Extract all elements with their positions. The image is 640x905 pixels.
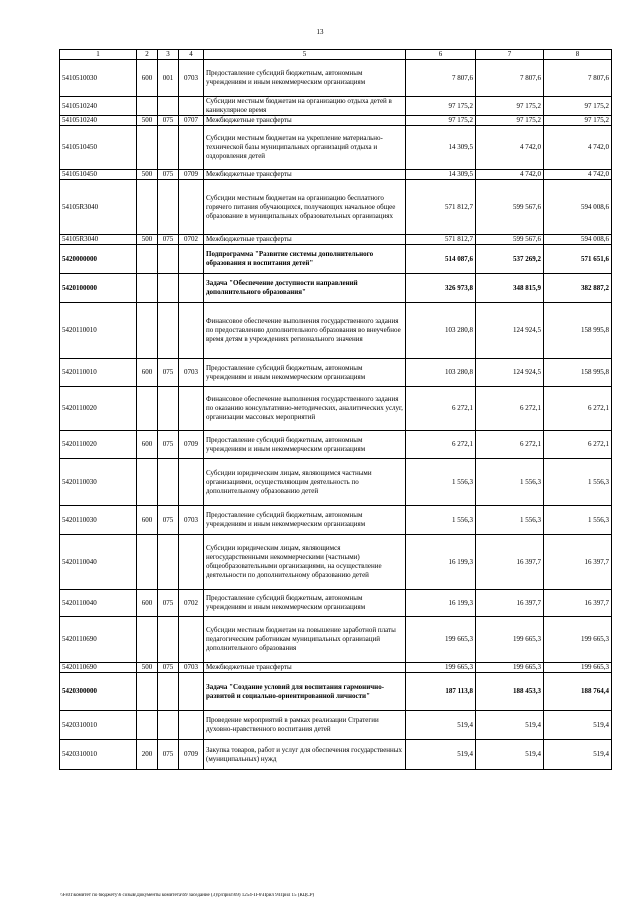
- table-row: [60, 235, 612, 245]
- kcsr-code-cell: 5410510240: [60, 97, 137, 116]
- item-name-cell: Предоставление субсидий бюджетным, автономным учреждениям и иным некоммерческим организациям: [204, 60, 406, 97]
- header-cell: 6: [406, 50, 476, 60]
- kcsr-code-cell: 54105R3040: [60, 180, 137, 235]
- amount-year2-cell: 1 556,3: [476, 506, 544, 535]
- amount-year3-cell: 519,4: [544, 740, 612, 770]
- section-code-cell: 0709: [179, 170, 204, 180]
- kcsr-code-cell: 5420100000: [60, 274, 137, 303]
- section-code-cell: 0703: [179, 359, 204, 387]
- table-row: [60, 387, 612, 431]
- grbs-code-cell: 075: [158, 116, 179, 126]
- kvr-code-cell: [137, 245, 158, 274]
- grbs-code-cell: 075: [158, 431, 179, 459]
- table-row: [60, 97, 612, 116]
- table-row: [60, 126, 612, 170]
- amount-year3-cell: 571 651,6: [544, 245, 612, 274]
- amount-year2-cell: 16 397,7: [476, 590, 544, 617]
- amount-year2-cell: 7 807,6: [476, 60, 544, 97]
- amount-year1-cell: 326 973,8: [406, 274, 476, 303]
- amount-year2-cell: 188 453,3: [476, 673, 544, 711]
- kvr-code-cell: [137, 126, 158, 170]
- amount-year3-cell: 188 764,4: [544, 673, 612, 711]
- table-row: [60, 673, 612, 711]
- kvr-code-cell: 500: [137, 170, 158, 180]
- amount-year3-cell: 4 742,0: [544, 170, 612, 180]
- kvr-code-cell: 600: [137, 431, 158, 459]
- section-code-cell: [179, 180, 204, 235]
- kvr-code-cell: [137, 535, 158, 590]
- item-name-cell: Предоставление субсидий бюджетным, автономным учреждениям и иным некоммерческим организациям: [204, 506, 406, 535]
- table-row: [60, 535, 612, 590]
- amount-year1-cell: 1 556,3: [406, 459, 476, 506]
- amount-year3-cell: 6 272,1: [544, 431, 612, 459]
- kvr-code-cell: 500: [137, 235, 158, 245]
- section-code-cell: [179, 274, 204, 303]
- section-code-cell: [179, 711, 204, 740]
- amount-year1-cell: 199 665,3: [406, 663, 476, 673]
- kcsr-code-cell: 5410510030: [60, 60, 137, 97]
- section-code-cell: [179, 303, 204, 359]
- kvr-code-cell: 600: [137, 590, 158, 617]
- grbs-code-cell: 001: [158, 60, 179, 97]
- header-cell: 3: [158, 50, 179, 60]
- table-row: [60, 617, 612, 663]
- amount-year1-cell: 519,4: [406, 740, 476, 770]
- amount-year3-cell: 97 175,2: [544, 97, 612, 116]
- item-name-cell: Субсидии юридическим лицам, являющимся негосударственными некоммерческими (частными) общеобразовательными организациями, на осуществление деятельности по дополнительному образованию детей: [204, 535, 406, 590]
- amount-year1-cell: 199 665,3: [406, 617, 476, 663]
- amount-year2-cell: 4 742,0: [476, 126, 544, 170]
- section-code-cell: [179, 617, 204, 663]
- amount-year3-cell: 16 397,7: [544, 590, 612, 617]
- table-row: [60, 359, 612, 387]
- page-number: 13: [316, 28, 324, 36]
- kvr-code-cell: [137, 673, 158, 711]
- kvr-code-cell: [137, 97, 158, 116]
- amount-year2-cell: 599 567,6: [476, 235, 544, 245]
- grbs-code-cell: [158, 180, 179, 235]
- section-code-cell: 0703: [179, 506, 204, 535]
- amount-year3-cell: 16 397,7: [544, 535, 612, 590]
- amount-year3-cell: 158 995,8: [544, 359, 612, 387]
- item-name-cell: Предоставление субсидий бюджетным, автономным учреждениям и иным некоммерческим организациям: [204, 590, 406, 617]
- grbs-code-cell: [158, 97, 179, 116]
- amount-year1-cell: 187 113,8: [406, 673, 476, 711]
- amount-year3-cell: 382 887,2: [544, 274, 612, 303]
- kcsr-code-cell: 5420110010: [60, 359, 137, 387]
- header-cell: 2: [137, 50, 158, 60]
- section-code-cell: 0707: [179, 116, 204, 126]
- kvr-code-cell: 200: [137, 740, 158, 770]
- kcsr-code-cell: 5420310010: [60, 740, 137, 770]
- item-name-cell: Задача "Создание условий для воспитания гармонично-развитой и социально-ориентированной личности": [204, 673, 406, 711]
- kcsr-code-cell: 5420110690: [60, 663, 137, 673]
- amount-year1-cell: 103 280,8: [406, 303, 476, 359]
- item-name-cell: Проведение мероприятий в рамках реализации Стратегии духовно-нравственного воспитания детей: [204, 711, 406, 740]
- table-row: [60, 506, 612, 535]
- kvr-code-cell: [137, 711, 158, 740]
- amount-year1-cell: 14 309,5: [406, 170, 476, 180]
- kvr-code-cell: [137, 180, 158, 235]
- kcsr-code-cell: 5420000000: [60, 245, 137, 274]
- table-row: [60, 303, 612, 359]
- grbs-code-cell: [158, 126, 179, 170]
- amount-year1-cell: 519,4: [406, 711, 476, 740]
- amount-year1-cell: 571 812,7: [406, 235, 476, 245]
- amount-year2-cell: 519,4: [476, 711, 544, 740]
- kcsr-code-cell: 5420110030: [60, 506, 137, 535]
- table-row: [60, 274, 612, 303]
- grbs-code-cell: 075: [158, 663, 179, 673]
- header-cell: 4: [179, 50, 204, 60]
- item-name-cell: Предоставление субсидий бюджетным, автономным учреждениям и иным некоммерческим организациям: [204, 359, 406, 387]
- item-name-cell: Финансовое обеспечение выполнения государственного задания по оказанию консультативно-методических, аналитических услуг, организации массовых мероприятий: [204, 387, 406, 431]
- amount-year1-cell: 103 280,8: [406, 359, 476, 387]
- table-row: [60, 116, 612, 126]
- amount-year2-cell: 124 924,5: [476, 359, 544, 387]
- section-code-cell: [179, 126, 204, 170]
- amount-year1-cell: 14 309,5: [406, 126, 476, 170]
- amount-year2-cell: 199 665,3: [476, 617, 544, 663]
- kcsr-code-cell: 5420110040: [60, 590, 137, 617]
- grbs-code-cell: [158, 459, 179, 506]
- amount-year1-cell: 16 199,3: [406, 590, 476, 617]
- table-row: [60, 740, 612, 770]
- amount-year1-cell: 1 556,3: [406, 506, 476, 535]
- table-row: [60, 459, 612, 506]
- kvr-code-cell: [137, 387, 158, 431]
- kcsr-code-cell: 5420310010: [60, 711, 137, 740]
- grbs-code-cell: 075: [158, 590, 179, 617]
- kcsr-code-cell: 5420110020: [60, 431, 137, 459]
- section-code-cell: [179, 535, 204, 590]
- table-row: [60, 663, 612, 673]
- kvr-code-cell: [137, 274, 158, 303]
- amount-year3-cell: 1 556,3: [544, 459, 612, 506]
- item-name-cell: Закупка товаров, работ и услуг для обеспечения государственных (муниципальных) нужд: [204, 740, 406, 770]
- amount-year2-cell: 4 742,0: [476, 170, 544, 180]
- kcsr-code-cell: 5420110020: [60, 387, 137, 431]
- file-path-footer: \\Fs01\комитет по бюджету\6 созыв\Документы комитета\69 заседание (3)\р\прил\69) 1254-П-6\Прил 9\Прил 15 (КЦСР): [60, 893, 315, 898]
- amount-year2-cell: 348 815,9: [476, 274, 544, 303]
- amount-year2-cell: 6 272,1: [476, 431, 544, 459]
- kcsr-code-cell: 5410510240: [60, 116, 137, 126]
- amount-year1-cell: 97 175,2: [406, 116, 476, 126]
- grbs-code-cell: 075: [158, 359, 179, 387]
- amount-year2-cell: 97 175,2: [476, 97, 544, 116]
- amount-year2-cell: 6 272,1: [476, 387, 544, 431]
- kvr-code-cell: 600: [137, 506, 158, 535]
- amount-year1-cell: 97 175,2: [406, 97, 476, 116]
- header-cell: 5: [204, 50, 406, 60]
- kcsr-code-cell: 54105R3040: [60, 235, 137, 245]
- amount-year2-cell: 97 175,2: [476, 116, 544, 126]
- section-code-cell: [179, 97, 204, 116]
- table-row: [60, 180, 612, 235]
- table-row: [60, 170, 612, 180]
- item-name-cell: Предоставление субсидий бюджетным, автономным учреждениям и иным некоммерческим организациям: [204, 431, 406, 459]
- kcsr-code-cell: 5420110040: [60, 535, 137, 590]
- item-name-cell: Межбюджетные трансферты: [204, 116, 406, 126]
- section-code-cell: [179, 245, 204, 274]
- item-name-cell: Межбюджетные трансферты: [204, 170, 406, 180]
- header-cell: 1: [60, 50, 137, 60]
- item-name-cell: Субсидии местным бюджетам на повышение заработной платы педагогическим работникам муниципальных организаций дополнительного образования: [204, 617, 406, 663]
- amount-year3-cell: 4 742,0: [544, 126, 612, 170]
- amount-year3-cell: 158 995,8: [544, 303, 612, 359]
- grbs-code-cell: [158, 673, 179, 711]
- amount-year2-cell: 16 397,7: [476, 535, 544, 590]
- kcsr-code-cell: 5420110690: [60, 617, 137, 663]
- amount-year3-cell: 1 556,3: [544, 506, 612, 535]
- header-cell: 8: [544, 50, 612, 60]
- item-name-cell: Субсидии юридическим лицам, являющимся частными организациями, осуществляющим деятельность по дополнительному образованию детей: [204, 459, 406, 506]
- section-code-cell: 0702: [179, 590, 204, 617]
- item-name-cell: Субсидии местным бюджетам на укрепление материально-технической базы муниципальных организаций отдыха и оздоровления детей: [204, 126, 406, 170]
- budget-table: [59, 49, 612, 770]
- amount-year1-cell: 6 272,1: [406, 431, 476, 459]
- amount-year2-cell: 537 269,2: [476, 245, 544, 274]
- section-code-cell: 0703: [179, 60, 204, 97]
- amount-year3-cell: 7 807,6: [544, 60, 612, 97]
- amount-year3-cell: 594 008,6: [544, 235, 612, 245]
- kvr-code-cell: 500: [137, 663, 158, 673]
- grbs-code-cell: 075: [158, 740, 179, 770]
- amount-year1-cell: 514 087,6: [406, 245, 476, 274]
- amount-year1-cell: 7 807,6: [406, 60, 476, 97]
- kvr-code-cell: 600: [137, 60, 158, 97]
- grbs-code-cell: [158, 245, 179, 274]
- kvr-code-cell: [137, 459, 158, 506]
- grbs-code-cell: [158, 711, 179, 740]
- grbs-code-cell: [158, 303, 179, 359]
- table-row: [60, 711, 612, 740]
- amount-year3-cell: 519,4: [544, 711, 612, 740]
- section-code-cell: 0703: [179, 663, 204, 673]
- amount-year2-cell: 599 567,6: [476, 180, 544, 235]
- amount-year1-cell: 6 272,1: [406, 387, 476, 431]
- kcsr-code-cell: 5420110010: [60, 303, 137, 359]
- item-name-cell: Субсидии местным бюджетам на организацию отдыха детей в каникулярное время: [204, 97, 406, 116]
- amount-year3-cell: 6 272,1: [544, 387, 612, 431]
- amount-year1-cell: 571 812,7: [406, 180, 476, 235]
- item-name-cell: Межбюджетные трансферты: [204, 235, 406, 245]
- kcsr-code-cell: 5410510450: [60, 170, 137, 180]
- grbs-code-cell: [158, 617, 179, 663]
- amount-year3-cell: 97 175,2: [544, 116, 612, 126]
- item-name-cell: Подпрограмма "Развитие системы дополнительного образования и воспитания детей": [204, 245, 406, 274]
- amount-year2-cell: 124 924,5: [476, 303, 544, 359]
- section-code-cell: 0709: [179, 431, 204, 459]
- item-name-cell: Финансовое обеспечение выполнения государственного задания по предоставлению дополнительного образования во внеучебное время детям в учреждениях регионального значения: [204, 303, 406, 359]
- amount-year3-cell: 199 665,3: [544, 617, 612, 663]
- amount-year3-cell: 199 665,3: [544, 663, 612, 673]
- item-name-cell: Задача "Обеспечение доступности направлений дополнительного образования": [204, 274, 406, 303]
- table-row: [60, 590, 612, 617]
- kcsr-code-cell: 5420110030: [60, 459, 137, 506]
- header-cell: 7: [476, 50, 544, 60]
- table-row: [60, 245, 612, 274]
- kcsr-code-cell: 5410510450: [60, 126, 137, 170]
- grbs-code-cell: [158, 535, 179, 590]
- section-code-cell: [179, 387, 204, 431]
- kvr-code-cell: 500: [137, 116, 158, 126]
- section-code-cell: [179, 459, 204, 506]
- column-number-row: [60, 50, 612, 60]
- kvr-code-cell: [137, 303, 158, 359]
- kvr-code-cell: [137, 617, 158, 663]
- grbs-code-cell: 075: [158, 170, 179, 180]
- section-code-cell: [179, 673, 204, 711]
- item-name-cell: Субсидии местным бюджетам на организацию бесплатного горячего питания обучающихся, получающих начальное общее образование в муниципальных образовательных организациях: [204, 180, 406, 235]
- grbs-code-cell: 075: [158, 235, 179, 245]
- grbs-code-cell: [158, 274, 179, 303]
- grbs-code-cell: [158, 387, 179, 431]
- amount-year3-cell: 594 008,6: [544, 180, 612, 235]
- grbs-code-cell: 075: [158, 506, 179, 535]
- table-row: [60, 431, 612, 459]
- kvr-code-cell: 600: [137, 359, 158, 387]
- kcsr-code-cell: 5420300000: [60, 673, 137, 711]
- table-row: [60, 60, 612, 97]
- section-code-cell: 0702: [179, 235, 204, 245]
- amount-year2-cell: 199 665,3: [476, 663, 544, 673]
- item-name-cell: Межбюджетные трансферты: [204, 663, 406, 673]
- section-code-cell: 0709: [179, 740, 204, 770]
- amount-year2-cell: 519,4: [476, 740, 544, 770]
- amount-year2-cell: 1 556,3: [476, 459, 544, 506]
- amount-year1-cell: 16 199,3: [406, 535, 476, 590]
